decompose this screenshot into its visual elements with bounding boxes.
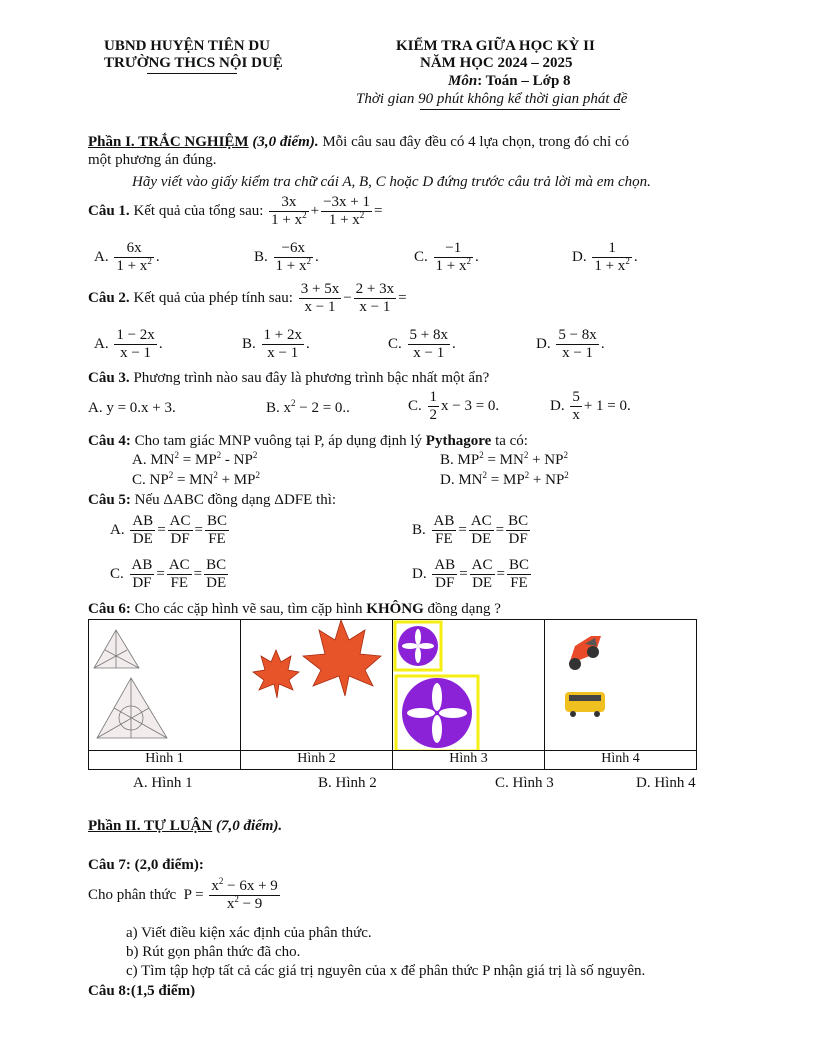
q6-option-d: D. Hình 4 bbox=[636, 775, 696, 791]
q3-option-b: B. $x^2 - 2 = 0$.. bbox=[266, 398, 350, 416]
q2-option-d: D. $\frac{5 - 8x}{x - 1}$ . bbox=[536, 327, 605, 362]
part1-intro-cont: một phương án đúng. bbox=[88, 152, 217, 168]
question-2: Câu 2. Kết quả của phép tính sau: $\frac{3 + 5x}{x - 1}$ − $\frac{2 + 3x}{x - 1}$ = bbox=[88, 281, 407, 316]
q1-option-d: D. $\frac{1}{1 + x^2}$ . bbox=[572, 240, 638, 275]
q5-option-a: A. $\frac{AB}{DE}$ = $\frac{AC}{DF}$ = $\frac{BC}{FE}$ bbox=[110, 513, 227, 548]
caption-4: Hình 4 bbox=[545, 751, 697, 770]
maple-leaf-figure bbox=[241, 620, 392, 750]
q7-part-c: c) Tìm tập hợp tất cả các giá trị nguyên của x để phân thức P nhận giá trị là số nguyên. bbox=[126, 963, 646, 979]
q3-option-c: C. $\frac{1}{2}$ x − 3 = 0. bbox=[408, 389, 500, 424]
q5-option-c: C. $\frac{AB}{DF}$ = $\frac{AC}{FE}$ = $\frac{BC}{DE}$ bbox=[110, 557, 227, 592]
figures-table bbox=[88, 619, 697, 770]
q6-option-b: B. Hình 2 bbox=[318, 775, 377, 791]
part1-heading: Phần I. TRẮC NGHIỆM (3,0 điểm). Mỗi câu sau đây đều có 4 lựa chọn, trong đó chỉ có bbox=[88, 134, 630, 150]
school-name: TRƯỜNG THCS NỘI DUỆ bbox=[104, 55, 283, 71]
exam-title: KIỂM TRA GIỮA HỌC KỲ II bbox=[396, 38, 595, 54]
q2-option-c: C. $\frac{5 + 8x}{x - 1}$ . bbox=[388, 327, 456, 362]
caption-2: Hình 2 bbox=[241, 751, 393, 770]
q4-option-c: C. $NP^2 = MN^2 + MP^2$ bbox=[132, 470, 260, 488]
q4-option-a: A. $MN^2 = MP^2 - NP^2$ bbox=[132, 450, 258, 468]
q6-option-a: A. Hình 1 bbox=[133, 775, 193, 791]
question-5: Câu 5: Nếu ΔABC đồng dạng ΔDFE thì: bbox=[88, 492, 337, 508]
header-underline bbox=[147, 73, 237, 74]
school-year: NĂM HỌC 2024 – 2025 bbox=[420, 55, 573, 71]
question-3: Câu 3. Phương trình nào sau đây là phương trình bậc nhất một ẩn? bbox=[88, 370, 490, 386]
question-4: Câu 4: Cho tam giác MNP vuông tại P, áp dụng định lý Pythagore ta có: bbox=[88, 433, 528, 449]
q7-expression: Cho phân thức P = $\frac{x^2 - 6x + 9}{x^2 - 9}$ bbox=[88, 876, 278, 913]
q2-option-a: A. $\frac{1 - 2x}{x - 1}$ . bbox=[94, 327, 163, 362]
question-1: Câu 1. Kết quả của tổng sau: $\frac{3x}{1 + x^2}$ + $\frac{-3x + 1}{1 + x^2}$ = bbox=[88, 194, 383, 229]
q5-option-d: D. $\frac{AB}{DF}$ = $\frac{AC}{DE}$ = $\frac{BC}{FE}$ bbox=[412, 557, 529, 592]
q7-part-b: b) Rút gọn phân thức đã cho. bbox=[126, 944, 301, 960]
figure-2-cell bbox=[241, 620, 393, 751]
part2-heading: Phần II. TỰ LUẬN (7,0 điểm). bbox=[88, 818, 283, 834]
school-district: UBND HUYỆN TIÊN DU bbox=[104, 38, 270, 54]
figure-4-cell bbox=[545, 620, 697, 751]
question-6: Câu 6: Cho các cặp hình vẽ sau, tìm cặp hình KHÔNG đồng dạng ? bbox=[88, 601, 501, 617]
question-7: Câu 7: (2,0 điểm): bbox=[88, 857, 204, 873]
q7-part-a: a) Viết điều kiện xác định của phân thức. bbox=[126, 925, 372, 941]
q1-option-b: B. $\frac{-6x}{1 + x^2}$ . bbox=[254, 240, 319, 275]
subject-line: Môn: Toán – Lớp 8 bbox=[448, 73, 571, 89]
question-8: Câu 8:(1,5 điểm) bbox=[88, 983, 196, 999]
triangle-pattern-figure bbox=[89, 620, 240, 750]
duration-underline bbox=[420, 109, 620, 110]
q3-option-a: A. y = 0.x + 3. bbox=[88, 400, 176, 416]
part1-instruction: Hãy viết vào giấy kiểm tra chữ cái A, B, C hoặc D đứng trước câu trả lời mà em chọn. bbox=[132, 174, 651, 190]
flower-pattern-figure bbox=[393, 620, 544, 750]
exam-duration: Thời gian 90 phút không kể thời gian phát đề bbox=[356, 91, 628, 107]
figure-1-cell bbox=[89, 620, 241, 751]
car-icon bbox=[569, 636, 601, 670]
q4-option-b: B. $MP^2 = MN^2 + NP^2$ bbox=[440, 450, 568, 468]
bus-icon bbox=[565, 692, 605, 717]
q4-option-d: D. $MN^2 = MP^2 + NP^2$ bbox=[440, 470, 569, 488]
caption-3: Hình 3 bbox=[393, 751, 545, 770]
q3-option-d: D. $\frac{5}{x}$ + 1 = 0. bbox=[550, 389, 631, 424]
q5-option-b: B. $\frac{AB}{FE}$ = $\frac{AC}{DE}$ = $\frac{BC}{DF}$ bbox=[412, 513, 529, 548]
figure-3-cell bbox=[393, 620, 545, 751]
q2-option-b: B. $\frac{1 + 2x}{x - 1}$ . bbox=[242, 327, 310, 362]
q6-option-c: C. Hình 3 bbox=[495, 775, 554, 791]
q1-option-c: C. $\frac{-1}{1 + x^2}$ . bbox=[414, 240, 479, 275]
vehicle-figure bbox=[545, 620, 696, 750]
caption-1: Hình 1 bbox=[89, 751, 241, 770]
q1-option-a: A. $\frac{6x}{1 + x^2}$ . bbox=[94, 240, 160, 275]
